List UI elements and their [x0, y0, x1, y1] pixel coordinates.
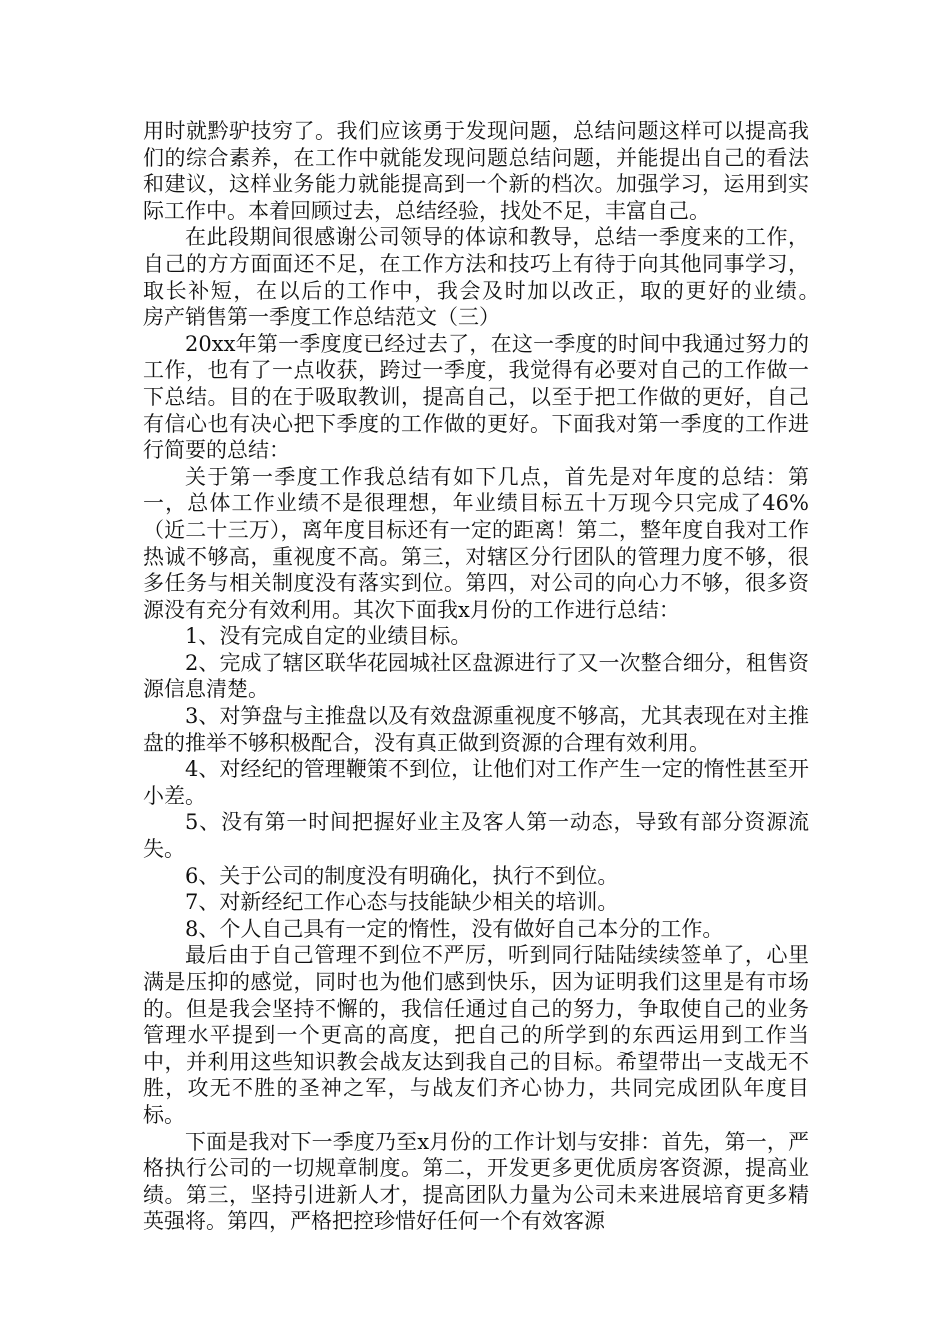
list-item-6: 6、关于公司的制度没有明确化，执行不到位。 [185, 863, 619, 888]
list-item-1: 1、没有完成自定的业绩目标。 [185, 624, 472, 649]
list-item-5: 5、没有第一时间把握好业主及客人第一动态，导致有部分资源流失。 [143, 810, 809, 862]
document-page [143, 118, 851, 1235]
paragraph-4: 关于第一季度工作我总结有如下几点，首先是对年度的总结：第一，总体工作业绩不是很理想，年业绩目标五十万现今只完成了46%（近二十三万），离年度目标还有一定的距离！第二，整年度自我对工作热诚不够高，重视度不高。第三，对辖区分行团队的管理力度不够，很多任务与相关制度没有落实到位。第四，对公司的向心力不够，很多资源没有充分有效利用。其次下面我x月份的工作进行总结： [143, 464, 809, 622]
list-item-3: 3、对笋盘与主推盘以及有效盘源重视度不够高，尤其表现在对主推盘的推举不够积极配合，没有真正做到资源的合理有效利用。 [143, 704, 809, 755]
paragraph-1: 用时就黔驴技穷了。我们应该勇于发现问题，总结问题这样可以提高我们的综合素养，在工作中就能发现问题总结问题，并能提出自己的看法和建议，这样业务能力就能提高到一个新的档次。加强学习，运用到实际工作中。本着回顾过去，总结经验，找处不足，丰富自己。 [143, 119, 809, 223]
paragraph-plan: 下面是我对下一季度乃至x月份的工作计划与安排：首先，第一，严格执行公司的一切规章制度。第二，开发更多更优质房客资源，提高业绩。第三，坚持引进新人才，提高团队力量为公司未来进展培育更多精英强将。第四，严格把控珍惜好任何一个有效客源 [143, 1129, 809, 1234]
paragraph-2: 在此段期间很感谢公司领导的体谅和教导，总结一季度来的工作，自己的方方面面还不足，在工作方法和技巧上有待于向其他同事学习，取长补短，在以后的工作中，我会及时加以改正，取的更好的业绩。 房产销售第一季度工作总结范文（三） [143, 225, 851, 330]
list-item-8: 8、个人自己具有一定的惰性，没有做好自己本分的工作。 [185, 916, 724, 941]
list-item-4: 4、对经纪的管理鞭策不到位，让他们对工作产生一定的惰性甚至开小差。 [143, 757, 809, 808]
paragraph-conclusion: 最后由于自己管理不到位不严厉，听到同行陆陆续续签单了，心里满是压抑的感觉，同时也为他们感到快乐，因为证明我们这里是有市场的。但是我会坚持不懈的，我信任通过自己的努力，争取使自己的业务管理水平提到一个更高的高度，把自己的所学到的东西运用到工作当中，并利用这些知识教会战友达到我自己的目标。希望带出一支战无不胜，攻无不胜的圣神之军，与战友们齐心协力，共同完成团队年度目标。 [143, 943, 809, 1127]
paragraph-3: 20xx年第一季度度已经过去了，在这一季度的时间中我通过努力的工作，也有了一点收获，跨过一季度，我觉得有必要对自己的工作做一下总结。目的在于吸取教训，提高自己，以至于把工作做的更好，自己有信心也有决心把下季度的工作做的更好。下面我对第一季度的工作进行简要的总结： [143, 331, 809, 463]
list-item-7: 7、对新经纪工作心态与技能缺少相关的培训。 [185, 890, 619, 915]
list-item-2: 2、完成了辖区联华花园城社区盘源进行了又一次整合细分，租售资源信息清楚。 [143, 650, 809, 702]
